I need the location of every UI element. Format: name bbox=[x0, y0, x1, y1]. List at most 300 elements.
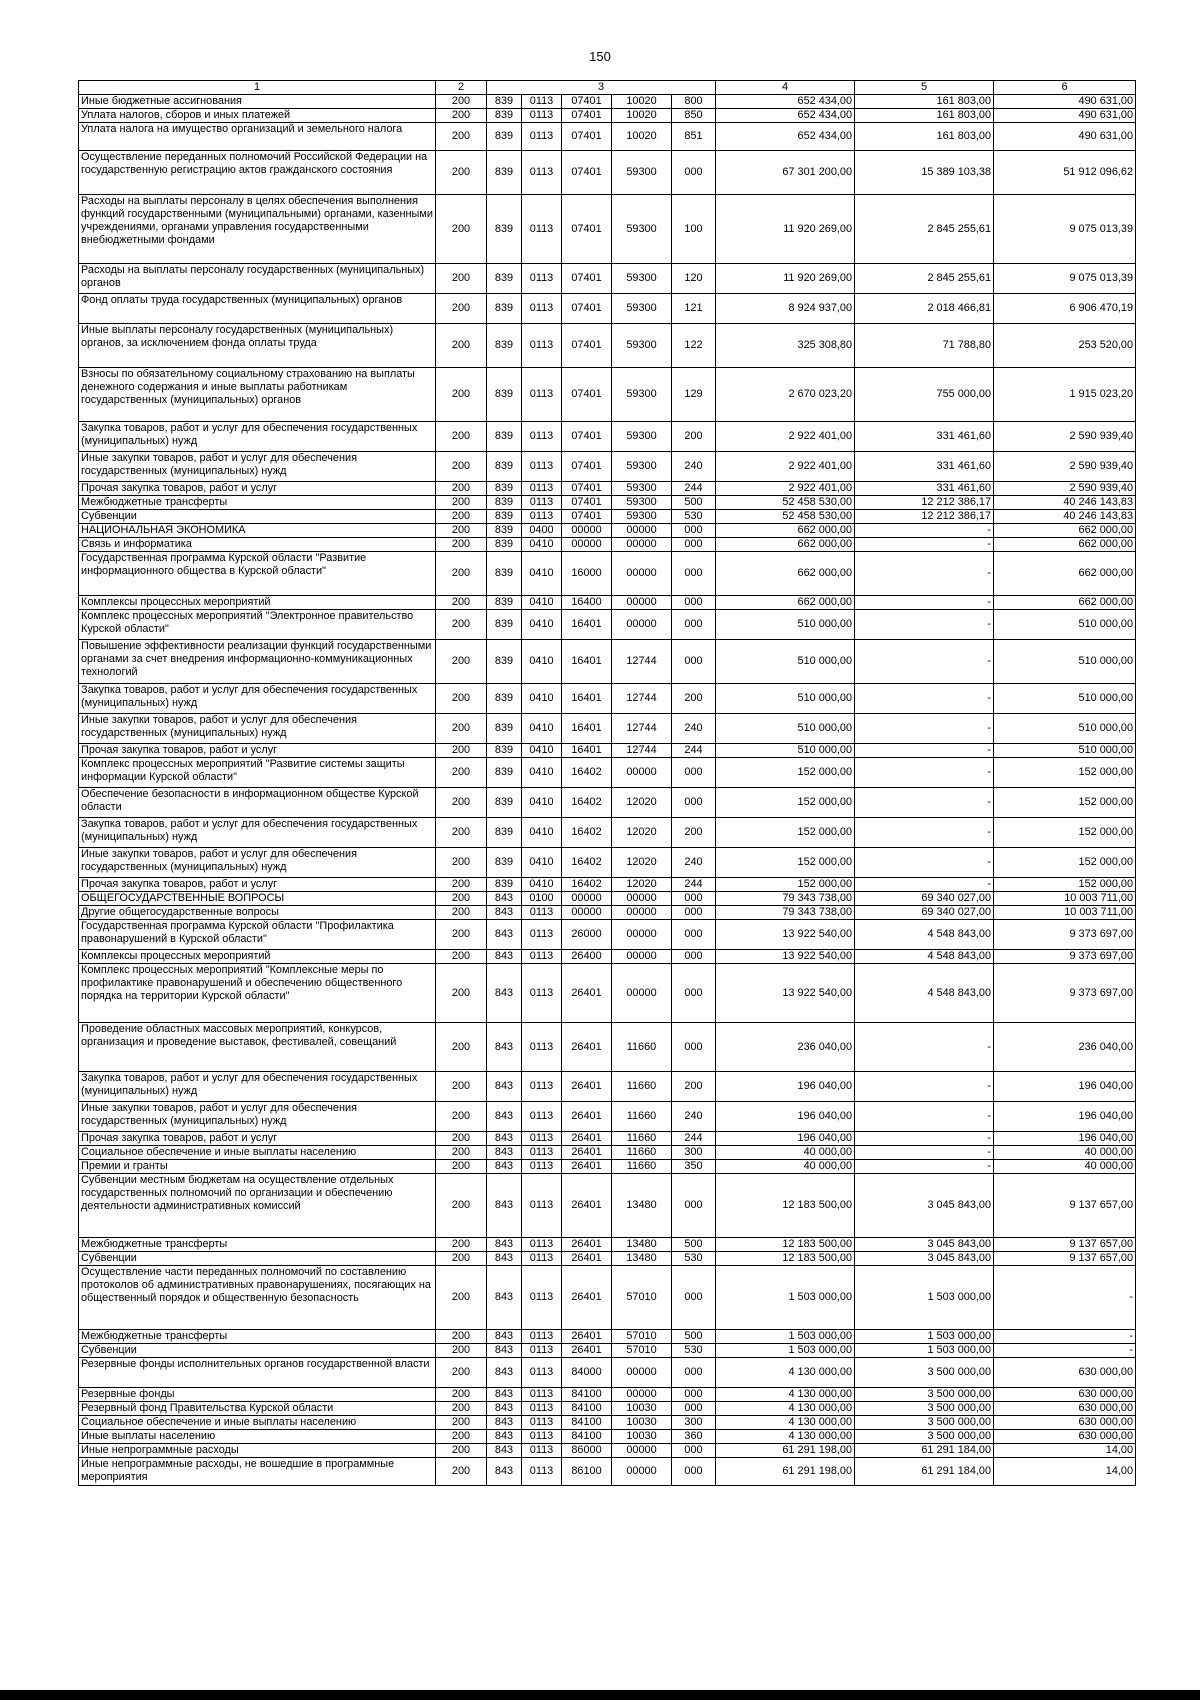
cell-code-grbs: 843 bbox=[487, 1402, 522, 1416]
cell-code-program: 86100 bbox=[562, 1458, 612, 1486]
cell-amount-6: 2 590 939,40 bbox=[994, 422, 1136, 452]
cell-amount-4: 1 503 000,00 bbox=[716, 1266, 855, 1330]
table-row bbox=[79, 1430, 1136, 1444]
cell-name: Межбюджетные трансферты bbox=[79, 1238, 436, 1252]
cell-amount-5: 161 803,00 bbox=[855, 123, 994, 151]
cell-code-direction: 00000 bbox=[612, 1358, 672, 1388]
cell-code-direction: 13480 bbox=[612, 1174, 672, 1238]
cell-code-section: 0113 bbox=[522, 1023, 562, 1072]
cell-code-section: 0410 bbox=[522, 848, 562, 878]
cell-name: Расходы на выплаты персоналу государственных (муниципальных) органов bbox=[79, 264, 436, 294]
cell-amount-6: 630 000,00 bbox=[994, 1402, 1136, 1416]
cell-amount-5: - bbox=[855, 1023, 994, 1072]
scan-border bbox=[0, 1690, 1200, 1700]
cell-name: Государственная программа Курской области "Профилактика правонарушений в Курской области" bbox=[79, 920, 436, 950]
cell-amount-4: 52 458 530,00 bbox=[716, 510, 855, 524]
cell-code-section: 0113 bbox=[522, 1102, 562, 1132]
cell-amount-4: 652 434,00 bbox=[716, 123, 855, 151]
cell-code-grbs: 843 bbox=[487, 1146, 522, 1160]
cell-code-program: 16402 bbox=[562, 788, 612, 818]
cell-code-grbs: 839 bbox=[487, 538, 522, 552]
cell-amount-4: 12 183 500,00 bbox=[716, 1238, 855, 1252]
cell-code-section: 0410 bbox=[522, 596, 562, 610]
cell-code-2: 200 bbox=[436, 906, 487, 920]
cell-code-2: 200 bbox=[436, 368, 487, 422]
cell-code-2: 200 bbox=[436, 294, 487, 324]
cell-code-section: 0410 bbox=[522, 640, 562, 684]
cell-code-grbs: 843 bbox=[487, 1430, 522, 1444]
cell-code-type: 244 bbox=[672, 744, 716, 758]
cell-code-2: 200 bbox=[436, 1430, 487, 1444]
cell-code-2: 200 bbox=[436, 1102, 487, 1132]
cell-code-grbs: 839 bbox=[487, 524, 522, 538]
cell-amount-4: 52 458 530,00 bbox=[716, 496, 855, 510]
cell-amount-6: 9 075 013,39 bbox=[994, 264, 1136, 294]
cell-amount-5: 2 845 255,61 bbox=[855, 195, 994, 264]
table-row bbox=[79, 848, 1136, 878]
cell-code-section: 0113 bbox=[522, 1344, 562, 1358]
cell-code-direction: 12020 bbox=[612, 818, 672, 848]
cell-code-2: 200 bbox=[436, 684, 487, 714]
cell-amount-4: 510 000,00 bbox=[716, 640, 855, 684]
column-header-5: 5 bbox=[855, 81, 994, 95]
cell-code-section: 0113 bbox=[522, 1252, 562, 1266]
cell-amount-4: 1 503 000,00 bbox=[716, 1330, 855, 1344]
cell-amount-6: 510 000,00 bbox=[994, 610, 1136, 640]
cell-amount-4: 4 130 000,00 bbox=[716, 1388, 855, 1402]
cell-code-2: 200 bbox=[436, 1132, 487, 1146]
cell-code-grbs: 843 bbox=[487, 950, 522, 964]
cell-amount-5: 3 500 000,00 bbox=[855, 1388, 994, 1402]
column-header-1: 1 bbox=[79, 81, 436, 95]
cell-code-grbs: 839 bbox=[487, 788, 522, 818]
cell-code-direction: 59300 bbox=[612, 482, 672, 496]
cell-code-2: 200 bbox=[436, 1444, 487, 1458]
cell-code-direction: 00000 bbox=[612, 964, 672, 1023]
cell-code-type: 000 bbox=[672, 1458, 716, 1486]
cell-amount-5: 3 500 000,00 bbox=[855, 1430, 994, 1444]
cell-code-grbs: 843 bbox=[487, 1160, 522, 1174]
cell-code-section: 0410 bbox=[522, 610, 562, 640]
cell-code-program: 16402 bbox=[562, 818, 612, 848]
cell-name: Прочая закупка товаров, работ и услуг bbox=[79, 878, 436, 892]
cell-code-direction: 11660 bbox=[612, 1146, 672, 1160]
cell-name: Иные закупки товаров, работ и услуг для обеспечения государственных (муниципальных) нужд bbox=[79, 1102, 436, 1132]
cell-amount-5: 161 803,00 bbox=[855, 109, 994, 123]
cell-amount-5: 69 340 027,00 bbox=[855, 906, 994, 920]
cell-code-section: 0113 bbox=[522, 1444, 562, 1458]
cell-code-type: 530 bbox=[672, 510, 716, 524]
cell-code-type: 300 bbox=[672, 1146, 716, 1160]
table-row bbox=[79, 538, 1136, 552]
cell-amount-5: - bbox=[855, 1132, 994, 1146]
cell-code-direction: 00000 bbox=[612, 1388, 672, 1402]
cell-code-grbs: 839 bbox=[487, 596, 522, 610]
cell-code-grbs: 839 bbox=[487, 510, 522, 524]
table-row bbox=[79, 482, 1136, 496]
cell-code-type: 000 bbox=[672, 788, 716, 818]
cell-code-2: 200 bbox=[436, 788, 487, 818]
cell-name: Субвенции bbox=[79, 510, 436, 524]
cell-name: Иные выплаты персоналу государственных (муниципальных) органов, за исключением фонда оплаты труда bbox=[79, 324, 436, 368]
cell-amount-5: 331 461,60 bbox=[855, 452, 994, 482]
cell-amount-4: 11 920 269,00 bbox=[716, 195, 855, 264]
cell-code-grbs: 839 bbox=[487, 758, 522, 788]
cell-amount-6: - bbox=[994, 1266, 1136, 1330]
cell-code-program: 16401 bbox=[562, 610, 612, 640]
cell-code-section: 0113 bbox=[522, 1458, 562, 1486]
cell-amount-6: 152 000,00 bbox=[994, 878, 1136, 892]
cell-code-direction: 00000 bbox=[612, 610, 672, 640]
cell-name: Межбюджетные трансферты bbox=[79, 496, 436, 510]
cell-code-type: 000 bbox=[672, 964, 716, 1023]
cell-code-2: 200 bbox=[436, 848, 487, 878]
table-row bbox=[79, 264, 1136, 294]
cell-code-section: 0113 bbox=[522, 1358, 562, 1388]
cell-amount-4: 2 670 023,20 bbox=[716, 368, 855, 422]
cell-code-grbs: 839 bbox=[487, 482, 522, 496]
cell-amount-6: 490 631,00 bbox=[994, 109, 1136, 123]
cell-code-section: 0113 bbox=[522, 1238, 562, 1252]
cell-amount-6: 9 075 013,39 bbox=[994, 195, 1136, 264]
cell-code-direction: 10030 bbox=[612, 1416, 672, 1430]
cell-amount-5: 755 000,00 bbox=[855, 368, 994, 422]
cell-amount-6: 40 246 143,83 bbox=[994, 496, 1136, 510]
cell-code-type: 530 bbox=[672, 1344, 716, 1358]
cell-code-direction: 00000 bbox=[612, 524, 672, 538]
cell-code-direction: 59300 bbox=[612, 422, 672, 452]
cell-code-program: 07401 bbox=[562, 195, 612, 264]
cell-name: Проведение областных массовых мероприятий, конкурсов, организация и проведение выставок, фестивалей, совещаний bbox=[79, 1023, 436, 1072]
cell-code-program: 07401 bbox=[562, 482, 612, 496]
cell-amount-4: 79 343 738,00 bbox=[716, 892, 855, 906]
cell-amount-5: 12 212 386,17 bbox=[855, 496, 994, 510]
cell-name: Субвенции bbox=[79, 1252, 436, 1266]
cell-code-section: 0113 bbox=[522, 294, 562, 324]
cell-code-program: 00000 bbox=[562, 906, 612, 920]
cell-code-type: 000 bbox=[672, 524, 716, 538]
cell-amount-4: 13 922 540,00 bbox=[716, 950, 855, 964]
cell-code-program: 86000 bbox=[562, 1444, 612, 1458]
cell-code-type: 244 bbox=[672, 1132, 716, 1146]
cell-code-type: 000 bbox=[672, 151, 716, 195]
cell-code-section: 0113 bbox=[522, 1160, 562, 1174]
cell-name: Иные бюджетные ассигнования bbox=[79, 95, 436, 109]
cell-code-type: 000 bbox=[672, 892, 716, 906]
cell-code-program: 26401 bbox=[562, 1238, 612, 1252]
cell-code-2: 200 bbox=[436, 1160, 487, 1174]
cell-amount-5: 3 500 000,00 bbox=[855, 1402, 994, 1416]
cell-code-section: 0113 bbox=[522, 1072, 562, 1102]
cell-code-type: 000 bbox=[672, 1444, 716, 1458]
cell-name: Субвенции bbox=[79, 1344, 436, 1358]
cell-amount-4: 12 183 500,00 bbox=[716, 1174, 855, 1238]
cell-code-2: 200 bbox=[436, 1072, 487, 1102]
cell-code-type: 120 bbox=[672, 264, 716, 294]
cell-code-direction: 00000 bbox=[612, 1444, 672, 1458]
cell-amount-5: 161 803,00 bbox=[855, 95, 994, 109]
cell-amount-4: 152 000,00 bbox=[716, 818, 855, 848]
cell-name: Закупка товаров, работ и услуг для обеспечения государственных (муниципальных) нужд bbox=[79, 422, 436, 452]
cell-amount-6: 152 000,00 bbox=[994, 848, 1136, 878]
cell-amount-6: 662 000,00 bbox=[994, 538, 1136, 552]
cell-code-2: 200 bbox=[436, 510, 487, 524]
cell-amount-5: - bbox=[855, 1146, 994, 1160]
table-header-row bbox=[79, 81, 1136, 95]
cell-amount-6: 630 000,00 bbox=[994, 1388, 1136, 1402]
cell-amount-4: 236 040,00 bbox=[716, 1023, 855, 1072]
cell-amount-5: - bbox=[855, 640, 994, 684]
cell-name: Межбюджетные трансферты bbox=[79, 1330, 436, 1344]
cell-code-2: 200 bbox=[436, 452, 487, 482]
cell-amount-4: 4 130 000,00 bbox=[716, 1358, 855, 1388]
table-row bbox=[79, 368, 1136, 422]
cell-code-2: 200 bbox=[436, 596, 487, 610]
cell-code-type: 300 bbox=[672, 1416, 716, 1430]
table-row bbox=[79, 1023, 1136, 1072]
cell-amount-5: - bbox=[855, 1102, 994, 1132]
cell-code-direction: 00000 bbox=[612, 538, 672, 552]
cell-code-section: 0113 bbox=[522, 1402, 562, 1416]
cell-code-direction: 13480 bbox=[612, 1252, 672, 1266]
cell-code-direction: 59300 bbox=[612, 294, 672, 324]
cell-code-program: 26401 bbox=[562, 1072, 612, 1102]
cell-amount-6: 9 373 697,00 bbox=[994, 950, 1136, 964]
cell-code-section: 0113 bbox=[522, 1146, 562, 1160]
table-row bbox=[79, 964, 1136, 1023]
cell-code-direction: 12020 bbox=[612, 788, 672, 818]
cell-code-direction: 57010 bbox=[612, 1266, 672, 1330]
cell-code-program: 26401 bbox=[562, 1344, 612, 1358]
cell-code-type: 000 bbox=[672, 950, 716, 964]
table-row bbox=[79, 552, 1136, 596]
cell-name: Иные выплаты населению bbox=[79, 1430, 436, 1444]
table-row bbox=[79, 1458, 1136, 1486]
cell-code-2: 200 bbox=[436, 482, 487, 496]
cell-amount-6: 9 137 657,00 bbox=[994, 1238, 1136, 1252]
cell-code-section: 0410 bbox=[522, 744, 562, 758]
cell-code-direction: 59300 bbox=[612, 195, 672, 264]
cell-name: Уплата налогов, сборов и иных платежей bbox=[79, 109, 436, 123]
cell-code-program: 26401 bbox=[562, 1174, 612, 1238]
table-row bbox=[79, 452, 1136, 482]
cell-amount-6: 510 000,00 bbox=[994, 640, 1136, 684]
cell-code-grbs: 843 bbox=[487, 1252, 522, 1266]
cell-code-type: 000 bbox=[672, 1174, 716, 1238]
cell-code-section: 0113 bbox=[522, 510, 562, 524]
cell-code-2: 200 bbox=[436, 123, 487, 151]
cell-code-section: 0113 bbox=[522, 368, 562, 422]
cell-code-type: 000 bbox=[672, 1023, 716, 1072]
cell-amount-5: 4 548 843,00 bbox=[855, 920, 994, 950]
cell-name: Государственная программа Курской области "Развитие информационного общества в Курской области" bbox=[79, 552, 436, 596]
cell-code-2: 200 bbox=[436, 1388, 487, 1402]
cell-amount-6: 152 000,00 bbox=[994, 758, 1136, 788]
cell-code-type: 000 bbox=[672, 1402, 716, 1416]
cell-code-type: 000 bbox=[672, 552, 716, 596]
cell-amount-4: 510 000,00 bbox=[716, 714, 855, 744]
cell-code-program: 07401 bbox=[562, 422, 612, 452]
cell-amount-5: - bbox=[855, 744, 994, 758]
cell-code-grbs: 839 bbox=[487, 818, 522, 848]
cell-name: Уплата налога на имущество организаций и земельного налога bbox=[79, 123, 436, 151]
table-row bbox=[79, 524, 1136, 538]
cell-code-grbs: 839 bbox=[487, 452, 522, 482]
cell-name: Закупка товаров, работ и услуг для обеспечения государственных (муниципальных) нужд bbox=[79, 684, 436, 714]
table-row bbox=[79, 1252, 1136, 1266]
cell-name: Прочая закупка товаров, работ и услуг bbox=[79, 744, 436, 758]
cell-code-program: 07401 bbox=[562, 123, 612, 151]
cell-amount-5: - bbox=[855, 878, 994, 892]
cell-amount-4: 4 130 000,00 bbox=[716, 1416, 855, 1430]
cell-amount-5: 3 500 000,00 bbox=[855, 1416, 994, 1430]
table-row bbox=[79, 1330, 1136, 1344]
column-header-4: 4 bbox=[716, 81, 855, 95]
cell-name: Осуществление переданных полномочий Российской Федерации на государственную регистрацию актов гражданского состояния bbox=[79, 151, 436, 195]
cell-code-type: 240 bbox=[672, 848, 716, 878]
table-row bbox=[79, 818, 1136, 848]
cell-code-program: 07401 bbox=[562, 151, 612, 195]
cell-code-2: 200 bbox=[436, 195, 487, 264]
cell-amount-6: 40 000,00 bbox=[994, 1160, 1136, 1174]
cell-amount-4: 510 000,00 bbox=[716, 610, 855, 640]
cell-code-type: 851 bbox=[672, 123, 716, 151]
cell-code-section: 0113 bbox=[522, 920, 562, 950]
cell-code-section: 0113 bbox=[522, 1430, 562, 1444]
cell-code-program: 26000 bbox=[562, 920, 612, 950]
cell-code-type: 000 bbox=[672, 640, 716, 684]
cell-code-direction: 00000 bbox=[612, 1458, 672, 1486]
table-row bbox=[79, 151, 1136, 195]
cell-amount-4: 510 000,00 bbox=[716, 684, 855, 714]
cell-amount-6: 630 000,00 bbox=[994, 1416, 1136, 1430]
cell-code-program: 84100 bbox=[562, 1416, 612, 1430]
cell-amount-6: 14,00 bbox=[994, 1458, 1136, 1486]
table-row bbox=[79, 1072, 1136, 1102]
cell-code-program: 84100 bbox=[562, 1388, 612, 1402]
cell-code-section: 0113 bbox=[522, 496, 562, 510]
cell-amount-5: 4 548 843,00 bbox=[855, 964, 994, 1023]
cell-amount-4: 196 040,00 bbox=[716, 1132, 855, 1146]
cell-code-type: 000 bbox=[672, 906, 716, 920]
cell-code-section: 0113 bbox=[522, 95, 562, 109]
cell-amount-4: 79 343 738,00 bbox=[716, 906, 855, 920]
cell-name: Премии и гранты bbox=[79, 1160, 436, 1174]
cell-code-2: 200 bbox=[436, 610, 487, 640]
cell-amount-5: - bbox=[855, 818, 994, 848]
cell-amount-5: 3 045 843,00 bbox=[855, 1252, 994, 1266]
cell-code-grbs: 843 bbox=[487, 1238, 522, 1252]
table-row bbox=[79, 1416, 1136, 1430]
cell-amount-6: 1 915 023,20 bbox=[994, 368, 1136, 422]
cell-amount-5: 2 018 466,81 bbox=[855, 294, 994, 324]
cell-amount-5: - bbox=[855, 758, 994, 788]
cell-name: ОБЩЕГОСУДАРСТВЕННЫЕ ВОПРОСЫ bbox=[79, 892, 436, 906]
cell-code-program: 16401 bbox=[562, 714, 612, 744]
cell-code-section: 0113 bbox=[522, 906, 562, 920]
cell-code-program: 16402 bbox=[562, 758, 612, 788]
cell-code-section: 0400 bbox=[522, 524, 562, 538]
cell-amount-4: 12 183 500,00 bbox=[716, 1252, 855, 1266]
cell-amount-5: 71 788,80 bbox=[855, 324, 994, 368]
cell-code-2: 200 bbox=[436, 1416, 487, 1430]
cell-code-program: 84100 bbox=[562, 1402, 612, 1416]
cell-name: НАЦИОНАЛЬНАЯ ЭКОНОМИКА bbox=[79, 524, 436, 538]
cell-code-direction: 00000 bbox=[612, 920, 672, 950]
cell-amount-4: 13 922 540,00 bbox=[716, 920, 855, 950]
column-header-3: 3 bbox=[487, 81, 716, 95]
cell-code-2: 200 bbox=[436, 920, 487, 950]
cell-code-2: 200 bbox=[436, 1146, 487, 1160]
cell-code-direction: 59300 bbox=[612, 510, 672, 524]
cell-code-section: 0113 bbox=[522, 324, 562, 368]
cell-amount-4: 40 000,00 bbox=[716, 1146, 855, 1160]
table-row bbox=[79, 324, 1136, 368]
cell-code-type: 240 bbox=[672, 452, 716, 482]
cell-amount-5: - bbox=[855, 714, 994, 744]
table-row bbox=[79, 422, 1136, 452]
cell-amount-4: 8 924 937,00 bbox=[716, 294, 855, 324]
cell-amount-5: 1 503 000,00 bbox=[855, 1266, 994, 1330]
cell-amount-5: 331 461,60 bbox=[855, 422, 994, 452]
cell-code-section: 0113 bbox=[522, 195, 562, 264]
cell-code-2: 200 bbox=[436, 1023, 487, 1072]
cell-code-2: 200 bbox=[436, 1174, 487, 1238]
column-header-2: 2 bbox=[436, 81, 487, 95]
cell-code-2: 200 bbox=[436, 1344, 487, 1358]
cell-code-section: 0100 bbox=[522, 892, 562, 906]
cell-code-direction: 12020 bbox=[612, 878, 672, 892]
cell-code-program: 84000 bbox=[562, 1358, 612, 1388]
cell-code-2: 200 bbox=[436, 151, 487, 195]
cell-code-grbs: 843 bbox=[487, 906, 522, 920]
cell-code-2: 200 bbox=[436, 422, 487, 452]
cell-code-grbs: 839 bbox=[487, 368, 522, 422]
cell-code-grbs: 839 bbox=[487, 109, 522, 123]
table-row bbox=[79, 1402, 1136, 1416]
cell-code-grbs: 843 bbox=[487, 1416, 522, 1430]
cell-code-section: 0113 bbox=[522, 950, 562, 964]
cell-amount-5: 3 045 843,00 bbox=[855, 1238, 994, 1252]
cell-amount-5: 331 461,60 bbox=[855, 482, 994, 496]
cell-code-type: 350 bbox=[672, 1160, 716, 1174]
cell-name: Комплекс процессных мероприятий "Развитие системы защиты информации Курской области" bbox=[79, 758, 436, 788]
cell-name: Иные непрограммные расходы, не вошедшие в программные мероприятия bbox=[79, 1458, 436, 1486]
cell-name: Резервные фонды исполнительных органов государственной власти bbox=[79, 1358, 436, 1388]
cell-code-grbs: 843 bbox=[487, 964, 522, 1023]
cell-amount-5: 69 340 027,00 bbox=[855, 892, 994, 906]
cell-amount-6: 196 040,00 bbox=[994, 1102, 1136, 1132]
cell-code-type: 121 bbox=[672, 294, 716, 324]
cell-code-program: 26400 bbox=[562, 950, 612, 964]
cell-amount-6: 236 040,00 bbox=[994, 1023, 1136, 1072]
cell-amount-6: 510 000,00 bbox=[994, 684, 1136, 714]
cell-amount-4: 652 434,00 bbox=[716, 95, 855, 109]
cell-amount-6: 662 000,00 bbox=[994, 524, 1136, 538]
cell-code-section: 0113 bbox=[522, 264, 562, 294]
cell-code-2: 200 bbox=[436, 964, 487, 1023]
cell-amount-6: 510 000,00 bbox=[994, 714, 1136, 744]
cell-amount-5: 3 045 843,00 bbox=[855, 1174, 994, 1238]
cell-amount-6: 196 040,00 bbox=[994, 1132, 1136, 1146]
cell-code-grbs: 843 bbox=[487, 1023, 522, 1072]
table-row bbox=[79, 950, 1136, 964]
cell-code-type: 000 bbox=[672, 538, 716, 552]
cell-code-section: 0410 bbox=[522, 878, 562, 892]
cell-code-type: 500 bbox=[672, 1330, 716, 1344]
cell-code-type: 244 bbox=[672, 878, 716, 892]
cell-amount-4: 662 000,00 bbox=[716, 596, 855, 610]
